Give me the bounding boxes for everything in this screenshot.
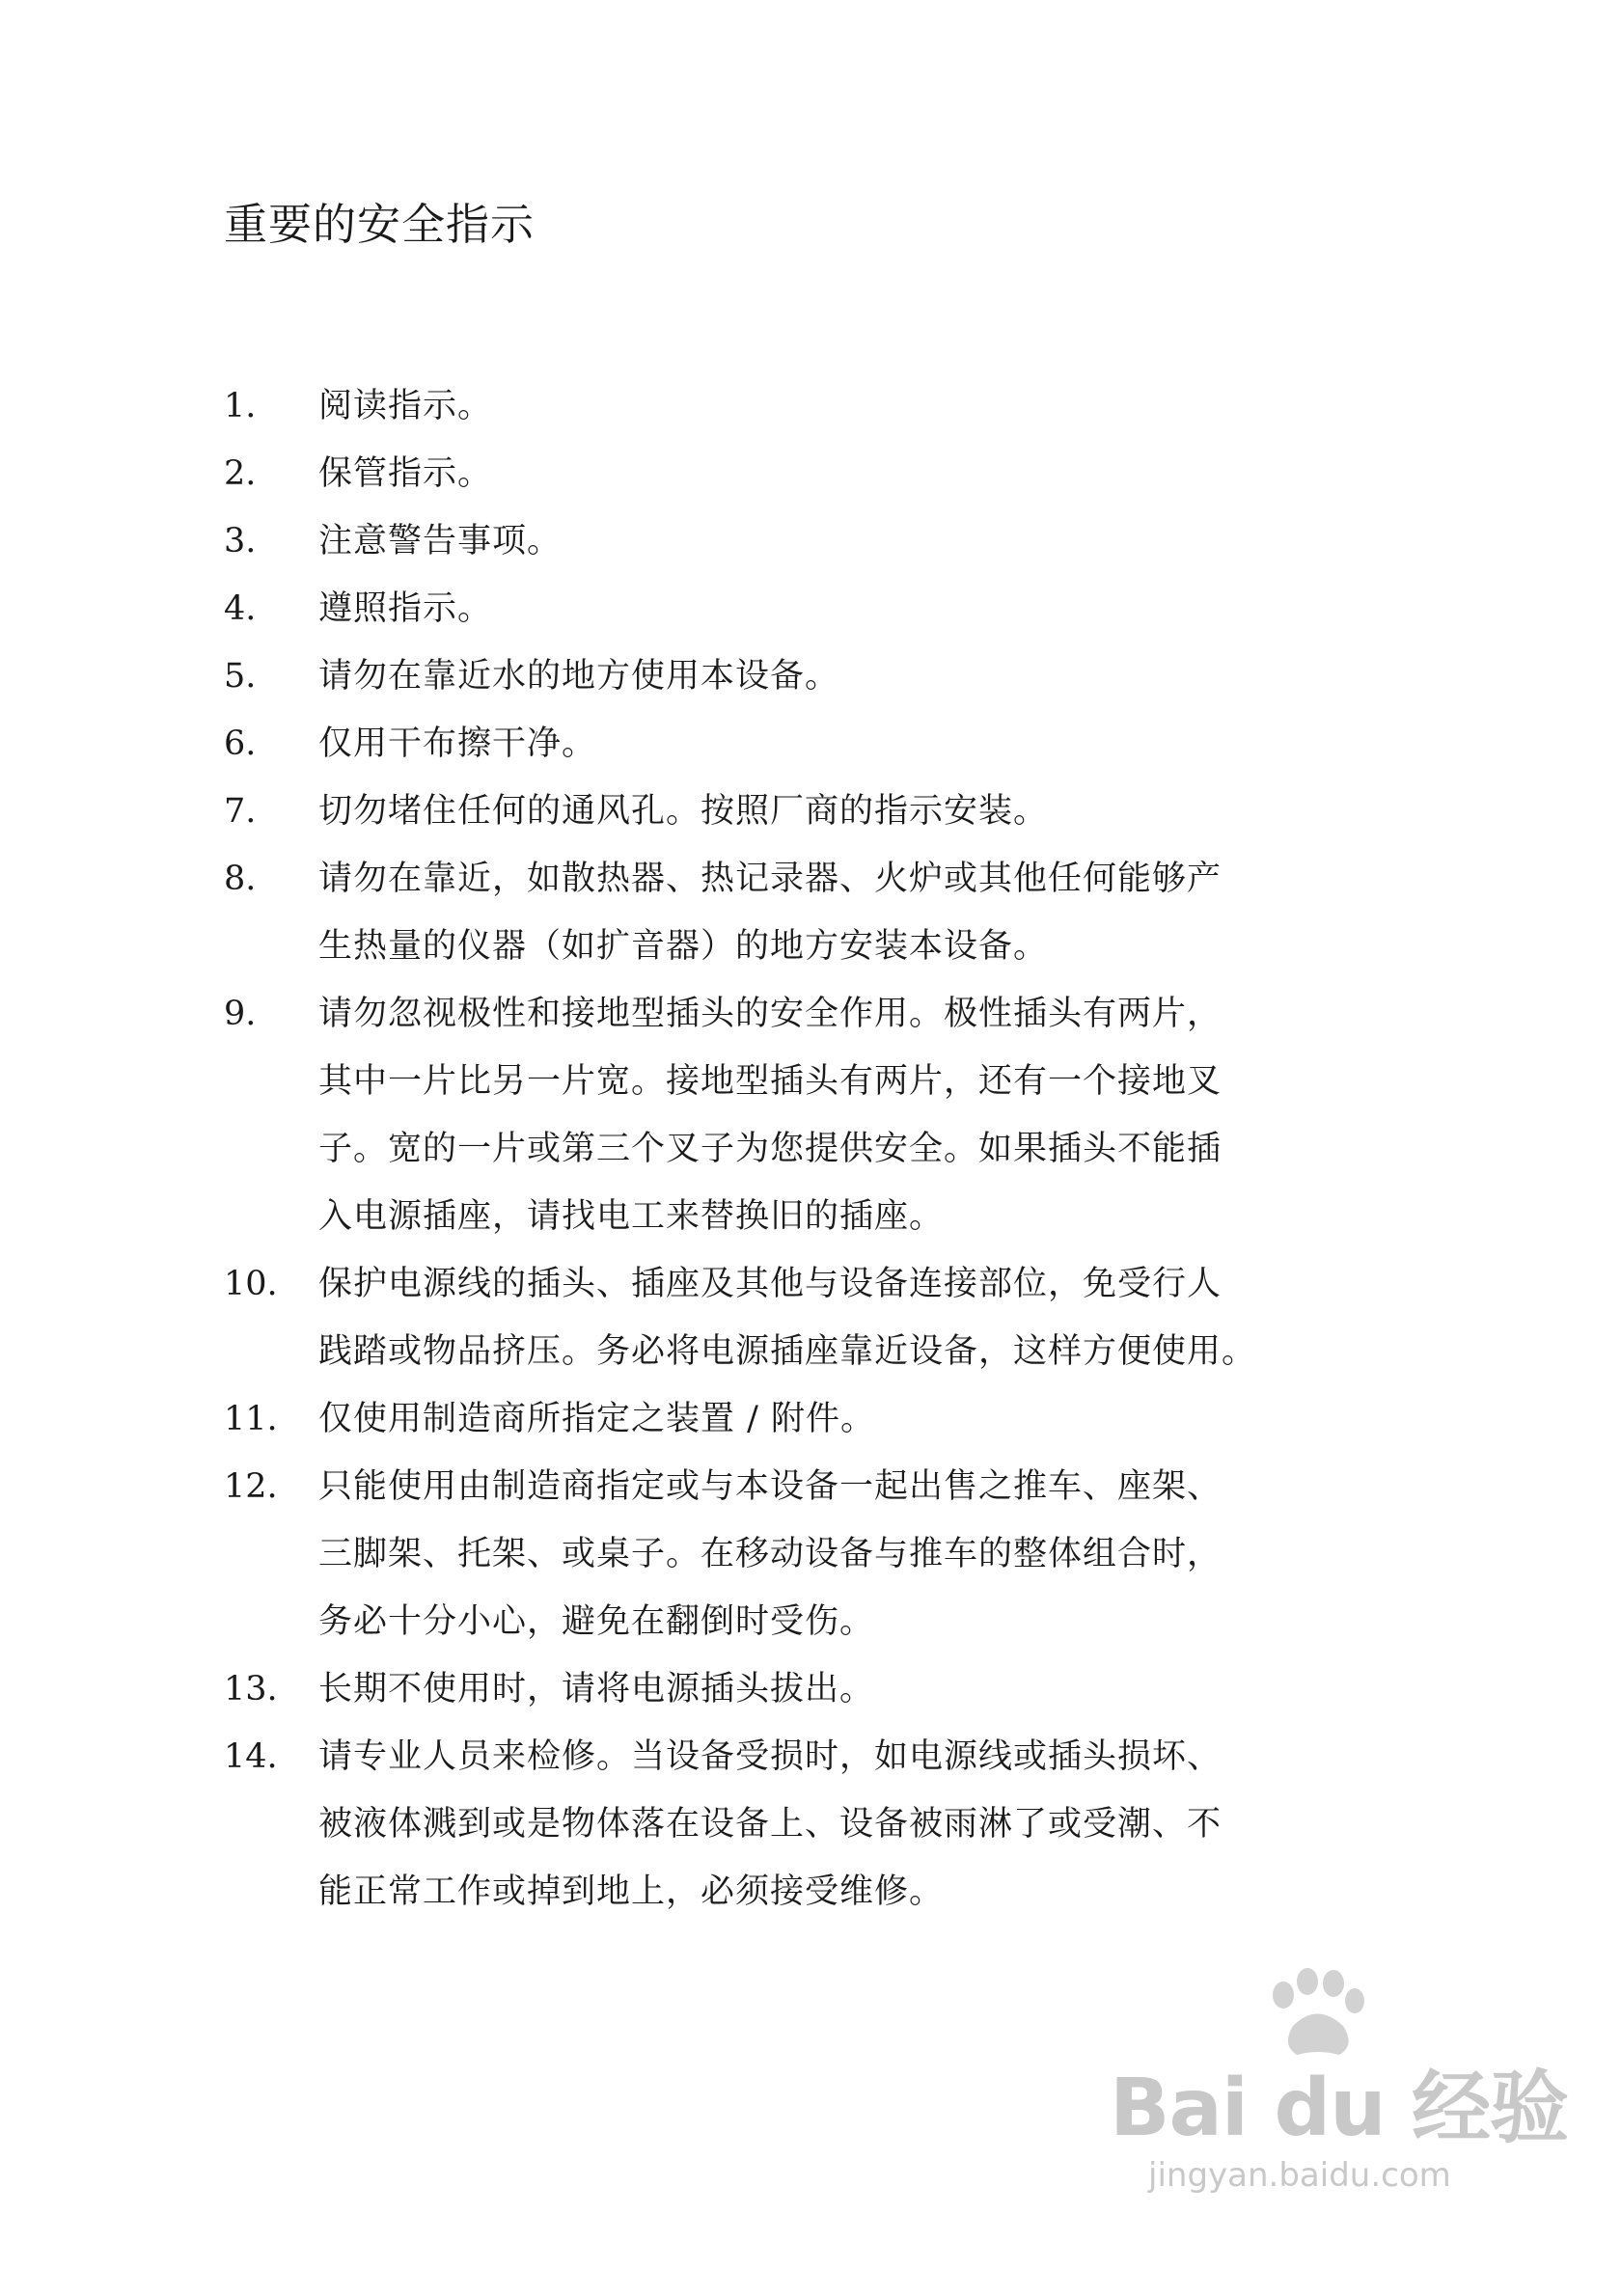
item-text-line: 请勿在靠近，如散热器、热记录器、火炉或其他任何能够产 bbox=[318, 860, 1223, 898]
item-text-line: 仅用干布擦干净。 bbox=[318, 724, 597, 763]
item-text bbox=[318, 507, 1382, 575]
page-title: 重要的安全指示 bbox=[224, 199, 536, 250]
list-item bbox=[224, 440, 1382, 507]
item-number: 10. bbox=[224, 1265, 278, 1303]
item-number: 3. bbox=[224, 522, 257, 560]
baidu-jingyan-watermark bbox=[1110, 1968, 1569, 2209]
item-text-line: 能正常工作或掉到地上，必须接受维修。 bbox=[318, 1872, 945, 1911]
item-text-line: 长期不使用时，请将电源插头拔出。 bbox=[318, 1670, 875, 1708]
watermark-url: jingyan.baidu.com bbox=[1148, 2156, 1451, 2195]
item-text bbox=[318, 440, 1382, 507]
item-text bbox=[318, 575, 1382, 642]
item-text bbox=[318, 642, 1382, 710]
list-item bbox=[224, 710, 1382, 778]
list-item bbox=[224, 1385, 1382, 1453]
item-number: 7. bbox=[224, 792, 257, 831]
item-text-line: 生热量的仪器（如扩音器）的地方安装本设备。 bbox=[318, 927, 1049, 966]
item-number: 13. bbox=[224, 1670, 278, 1708]
list-item bbox=[224, 1655, 1382, 1723]
item-text-line: 只能使用由制造商指定或与本设备一起出售之推车、座架、 bbox=[318, 1467, 1223, 1506]
list-item bbox=[224, 980, 1382, 1250]
watermark-brand: Bai du 经验 bbox=[1110, 2063, 1569, 2154]
item-text bbox=[318, 980, 1382, 1250]
list-item bbox=[224, 507, 1382, 575]
item-text-line: 子。宽的一片或第三个叉子为您提供安全。如果插头不能插 bbox=[318, 1130, 1223, 1168]
list-item bbox=[224, 778, 1382, 845]
item-text-line: 保管指示。 bbox=[318, 454, 493, 493]
item-text-line: 三脚架、托架、或桌子。在移动设备与推车的整体组合时， bbox=[318, 1535, 1223, 1573]
item-text bbox=[318, 1453, 1382, 1655]
list-item bbox=[224, 1250, 1382, 1385]
item-text-line: 注意警告事项。 bbox=[318, 522, 563, 560]
item-text-line: 阅读指示。 bbox=[318, 387, 493, 425]
item-text-line: 其中一片比另一片宽。接地型插头有两片，还有一个接地叉 bbox=[318, 1062, 1223, 1101]
item-text bbox=[318, 710, 1382, 778]
item-number: 6. bbox=[224, 724, 257, 763]
item-text-line: 请专业人员来检修。当设备受损时，如电源线或插头损坏、 bbox=[318, 1737, 1223, 1776]
item-text-line: 务必十分小心，避免在翻倒时受伤。 bbox=[318, 1602, 875, 1641]
item-text bbox=[318, 845, 1382, 980]
item-text bbox=[318, 1250, 1382, 1385]
item-text bbox=[318, 1655, 1382, 1723]
list-item bbox=[224, 372, 1382, 440]
item-text bbox=[318, 372, 1382, 440]
item-text-line: 切勿堵住任何的通风孔。按照厂商的指示安装。 bbox=[318, 792, 1049, 831]
item-number: 8. bbox=[224, 860, 257, 898]
item-text bbox=[318, 1385, 1382, 1453]
item-number: 14. bbox=[224, 1737, 278, 1776]
item-text-line: 遵照指示。 bbox=[318, 589, 493, 628]
item-text-line: 请勿忽视极性和接地型插头的安全作用。极性插头有两片， bbox=[318, 995, 1223, 1033]
list-item bbox=[224, 1723, 1382, 1926]
list-item bbox=[224, 845, 1382, 980]
item-text-line: 保护电源线的插头、插座及其他与设备连接部位，免受行人 bbox=[318, 1265, 1223, 1303]
item-text bbox=[318, 1723, 1382, 1926]
item-text-line: 仅使用制造商所指定之装置 / 附件。 bbox=[318, 1400, 876, 1438]
item-text bbox=[318, 778, 1382, 845]
list-item bbox=[224, 1453, 1382, 1655]
item-number: 2. bbox=[224, 454, 257, 493]
item-number: 4. bbox=[224, 589, 257, 628]
item-number: 1. bbox=[224, 387, 257, 425]
list-item bbox=[224, 642, 1382, 710]
item-text-line: 入电源插座，请找电工来替换旧的插座。 bbox=[318, 1197, 945, 1236]
list-item bbox=[224, 575, 1382, 642]
item-number: 12. bbox=[224, 1467, 278, 1506]
item-text-line: 践踏或物品挤压。务必将电源插座靠近设备，这样方便使用。 bbox=[318, 1332, 1257, 1371]
instruction-list bbox=[224, 372, 1382, 1926]
item-number: 5. bbox=[224, 657, 257, 696]
item-text-line: 被液体溅到或是物体落在设备上、设备被雨淋了或受潮、不 bbox=[318, 1805, 1223, 1844]
item-number: 11. bbox=[224, 1400, 278, 1438]
item-number: 9. bbox=[224, 995, 257, 1033]
item-text-line: 请勿在靠近水的地方使用本设备。 bbox=[318, 657, 840, 696]
